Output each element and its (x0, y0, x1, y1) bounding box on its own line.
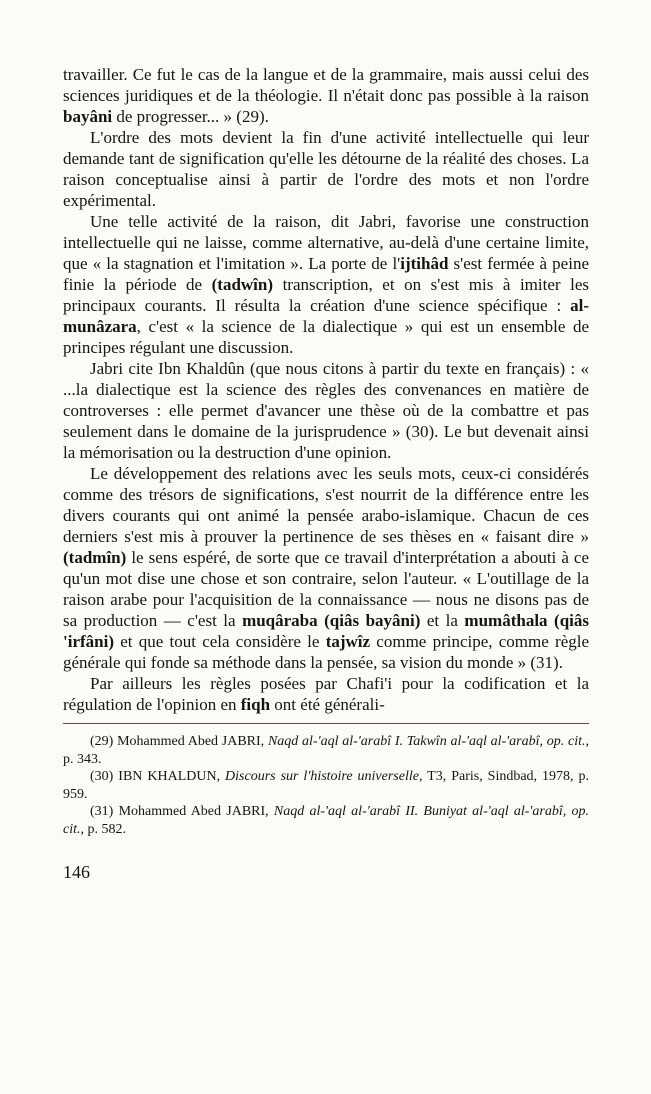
text-segment: T3, Paris, Sindbad, 1978, p. 959. (63, 769, 589, 802)
footnote (63, 803, 589, 838)
text-segment: , c'est « la science de la dialectique » qui est un ensemble de principes régulant une discussion. (63, 317, 589, 357)
text-segment: Naqd al-'aql al-'arabî I. Takwîn al-'aql al-'arabî, op. cit., (267, 734, 590, 749)
text-segment: Une telle activité de la raison, dit Jabri, favorise une construction intellectuelle qui ne laisse, comme alternative, au-delà d'une certaine limite, que « la stagnation et l'imitation ». La porte de l' (63, 212, 589, 273)
text-segment: p. 582. (84, 821, 126, 837)
paragraph (63, 127, 589, 211)
text-segment: Le développement des relations avec les seuls mots, ceux-ci considérés comme des trésors de significations, s'est nourrit de la différence entre les divers courants qui ont animé la pensée arabo-islamique. Chacun de ces derniers s'est mis à prouver la pertinence de ses thèses en « faisant dire » (63, 464, 589, 546)
text-segment: Jabri cite Ibn Khaldûn (que nous citons à partir du texte en français) : « ...la dialectique est la science des règles des convenances en matière de controverses : elle permet d'avancer une thèse où de la combattre et pas seulement dans le domaine de la jurisprudence » (30). Le but devenait ainsi la mémorisation ou la destruction d'une opinion. (63, 359, 589, 462)
paragraph (63, 358, 589, 463)
paragraph (63, 673, 589, 715)
text-segment: (tadmîn) (63, 548, 127, 567)
text-segment: fiqh (240, 695, 271, 714)
text-segment: al-munâzara (63, 296, 589, 336)
text-segment: (30) IBN KHALDUN, (90, 769, 226, 785)
text-segment: s'est fermée à peine finie la période de (63, 254, 589, 294)
paragraph (63, 64, 589, 127)
text-segment: et la (420, 611, 465, 630)
text-segment: transcription, et on s'est mis à imiter les principaux courants. Il résulta la création d'une science spécifique : (63, 275, 589, 315)
text-segment: tajwîz (325, 632, 371, 651)
footnote (63, 733, 589, 768)
page-number: 146 (63, 861, 90, 882)
text-segment: le sens espéré, de sorte que ce travail d'interprétation a abouti à ce qu'un mot dise une chose et son contraire, selon l'auteur. « L'outillage de la raison arabe pour l'acquisition de la connaissance — nous ne disons pas de sa production — c'est la (63, 548, 589, 630)
main-text-block (63, 64, 589, 715)
text-segment: L'ordre des mots devient la fin d'une activité intellectuelle qui leur demande tant de signification qu'elle les détourne de la réalité des choses. La raison conceptualise ainsi à partir de l'ordre des mots et non l'ordre expérimental. (63, 128, 589, 210)
text-segment: Naqd al-'aql al-'arabî II. Buniyat al-'aql al-'arabî, op. cit., (63, 804, 589, 837)
text-segment: (29) Mohammed Abed JABRI, (90, 734, 268, 749)
text-segment: bayâni (63, 107, 113, 126)
text-segment: muqâraba (qiâs bayâni) (242, 611, 421, 630)
text-segment: et que tout cela considère le (114, 632, 326, 651)
text-segment: (31) Mohammed Abed JABRI, (90, 804, 274, 820)
paragraph (63, 463, 589, 673)
text-segment: Discours sur l'histoire universelle, (225, 769, 423, 785)
footnote (63, 768, 589, 803)
footnotes-section (63, 723, 589, 839)
text-segment: p. 343. (63, 751, 102, 767)
text-segment: comme principe, comme règle générale qui fonde sa méthode dans la pensée, sa vision du monde » (31). (63, 632, 590, 672)
text-segment: ijtihâd (400, 254, 449, 273)
text-segment: travailler. Ce fut le cas de la langue et de la grammaire, mais aussi celui des sciences juridiques et de la théologie. Il n'était donc pas possible à la raison (63, 65, 589, 105)
text-segment: Par ailleurs les règles posées par Chafi'i pour la codification et la régulation de l'opinion en (63, 674, 589, 714)
text-segment: (tadwîn) (211, 275, 274, 294)
text-segment: mumâthala (qiâs 'irfâni) (63, 611, 589, 651)
text-segment: de progresser... » (29). (112, 107, 269, 126)
paragraph (63, 211, 589, 358)
text-segment: ont été générali- (270, 695, 385, 714)
